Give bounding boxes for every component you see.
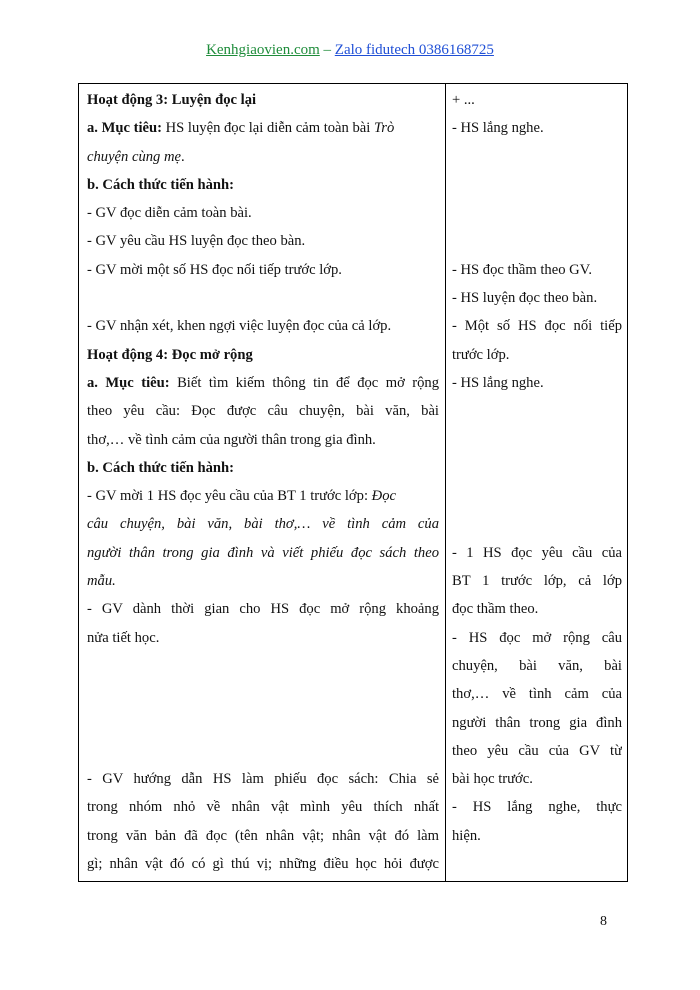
- activity-3-step-3: - GV mời một số HS đọc nối tiếp trước lớp.: [87, 261, 342, 278]
- lesson-table: [78, 83, 628, 882]
- activity-4-step-3-line-4: gì; nhân vật đó có gì thú vị; những điều học hỏi được: [87, 856, 439, 873]
- spacer: [452, 510, 622, 538]
- activity-3-step-1: - GV đọc diễn cảm toàn bài.: [87, 205, 252, 222]
- spacer: [452, 397, 622, 425]
- spacer: [452, 143, 622, 171]
- activity-4-step-2: - GV dành thời gian cho HS đọc mở rộng khoảng: [87, 601, 439, 618]
- spacer: [452, 199, 622, 227]
- activity-3-goal-cont: chuyện cùng mẹ.: [87, 148, 185, 165]
- spacer: [452, 482, 622, 510]
- student-activities-column: [452, 86, 622, 850]
- student-line: theo yêu cầu của GV từ: [452, 742, 622, 759]
- student-line: trước lớp.: [452, 346, 510, 363]
- header-separator: –: [319, 42, 335, 58]
- student-line: chuyện, bài văn, bài: [452, 657, 622, 674]
- activity-4-step-1-line-4: mẫu.: [87, 573, 116, 590]
- activity-4-title: Hoạt động 4: Đọc mở rộng: [87, 346, 253, 363]
- spacer: [452, 171, 622, 199]
- spacer: [87, 652, 439, 680]
- student-line: người thân trong gia đình: [452, 714, 622, 731]
- activity-3-step-2: - GV yêu cầu HS luyện đọc theo bàn.: [87, 233, 306, 250]
- student-line: - HS đọc mở rộng câu: [452, 629, 622, 646]
- student-line: - HS lắng nghe, thực: [452, 799, 622, 816]
- activity-3-method: b. Cách thức tiến hành:: [87, 176, 235, 193]
- student-line: - HS đọc thầm theo GV.: [452, 261, 592, 278]
- student-line: BT 1 trước lớp, cả lớp: [452, 573, 622, 590]
- student-line: - 1 HS đọc yêu cầu của: [452, 544, 622, 561]
- spacer: [452, 426, 622, 454]
- student-line: - Một số HS đọc nối tiếp: [452, 318, 622, 335]
- activity-4-goal: a. Mục tiêu: Biết tìm kiếm thông tin để đọc mở rộng: [87, 374, 439, 391]
- student-line: đọc thầm theo.: [452, 601, 539, 618]
- student-line: - HS luyện đọc theo bàn.: [452, 290, 598, 307]
- activity-4-step-1-line-3: người thân trong gia đình và viết phiếu đọc sách theo: [87, 544, 439, 561]
- spacer: [87, 709, 439, 737]
- page-header: [0, 42, 700, 59]
- activity-4-step-3: - GV hướng dẫn HS làm phiếu đọc sách: Chia sẻ: [87, 771, 439, 788]
- activity-4-step-1: - GV mời 1 HS đọc yêu cầu của BT 1 trước lớp: Đọc: [87, 488, 396, 505]
- activity-4-goal-line-2: theo yêu cầu: Đọc được câu chuyện, bài văn, bài: [87, 403, 439, 420]
- teacher-activities-column: [87, 86, 439, 878]
- activity-4-goal-line-3: thơ,… về tình cảm của người thân trong gia đình.: [87, 431, 376, 448]
- spacer: [87, 284, 439, 312]
- activity-3-title: Hoạt động 3: Luyện đọc lại: [87, 92, 257, 108]
- spacer: [87, 680, 439, 708]
- activity-4-step-3-line-3: trong văn bản đã đọc (tên nhân vật; nhân vật đó làm: [87, 827, 439, 844]
- student-line: bài học trước.: [452, 771, 533, 788]
- spacer: [452, 227, 622, 255]
- spacer: [87, 737, 439, 765]
- activity-3-step-4: - GV nhận xét, khen ngợi việc luyện đọc của cả lớp.: [87, 318, 392, 335]
- header-site-link[interactable]: Kenhgiaovien.com: [206, 42, 320, 58]
- spacer: [452, 454, 622, 482]
- activity-4-step-2-line-2: nửa tiết học.: [87, 629, 160, 646]
- student-line: hiện.: [452, 827, 481, 844]
- column-divider: [445, 84, 446, 881]
- activity-3-goal: a. Mục tiêu: HS luyện đọc lại diễn cảm toàn bài Trò: [87, 120, 395, 137]
- student-line: thơ,… về tình cảm của: [452, 686, 622, 703]
- student-line: - HS lắng nghe.: [452, 120, 544, 137]
- page-number: 8: [600, 914, 607, 929]
- activity-4-method: b. Cách thức tiến hành:: [87, 459, 235, 476]
- activity-4-step-3-line-2: trong nhóm nhỏ về nhân vật mình yêu thích nhất: [87, 799, 439, 816]
- header-contact-link[interactable]: Zalo fidutech 0386168725: [334, 42, 494, 58]
- student-line: + ...: [452, 92, 475, 108]
- student-line: - HS lắng nghe.: [452, 374, 544, 391]
- activity-4-step-1-line-2: câu chuyện, bài văn, bài thơ,… về tình cảm của: [87, 516, 439, 533]
